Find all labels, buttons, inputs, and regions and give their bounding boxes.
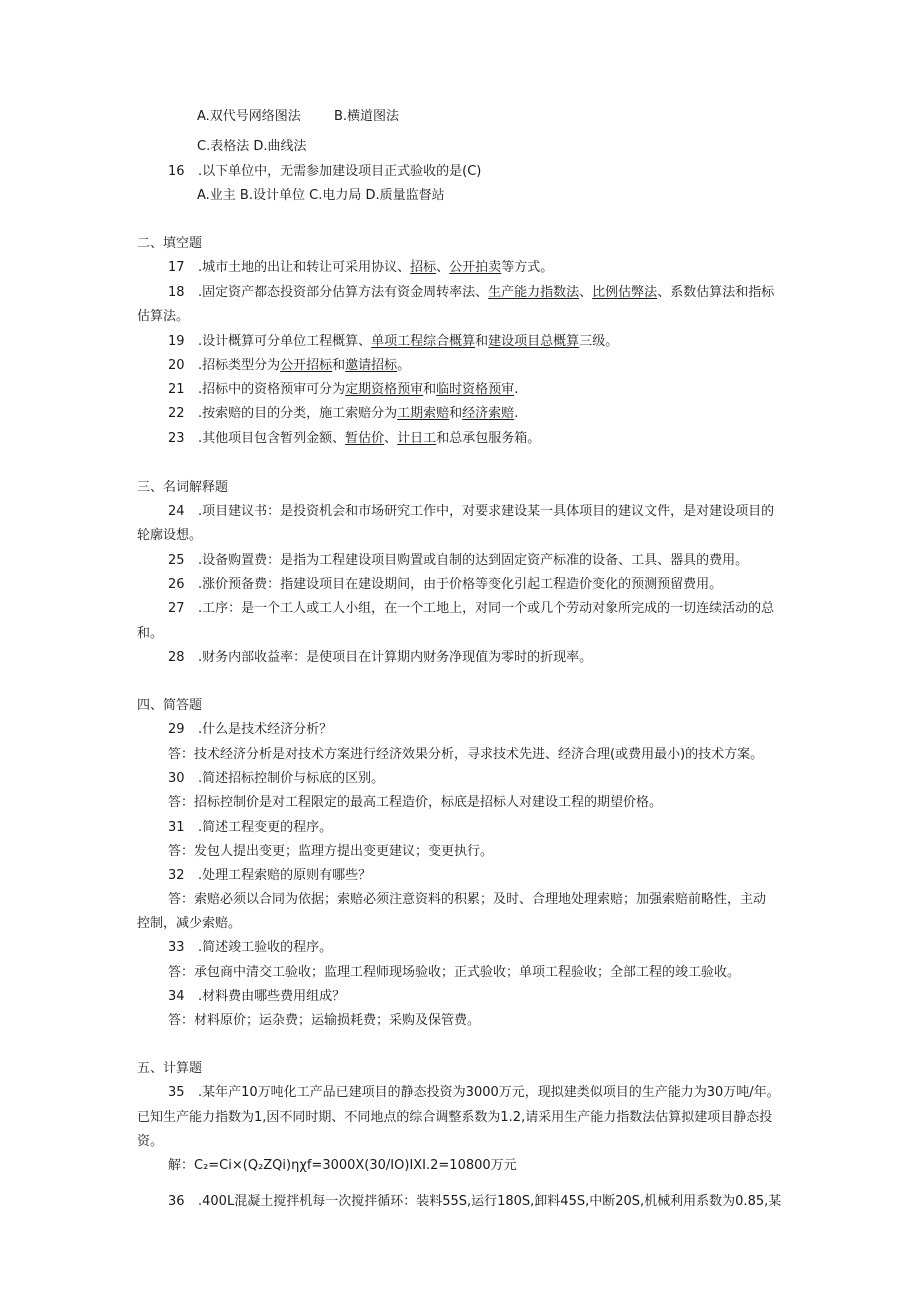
answer-blank: 计日工 [397,431,437,446]
q35-solution: 解：C₂=Ci×(Q₂ZQi)ηχf=3000X(30/IO)IXI.2=10800万元 [168,1158,517,1173]
q15-option-cd: C.表格法 D.曲线法 [197,139,307,154]
question-text: 等方式。 [501,260,554,275]
question-text: .设计概算可分单位工程概算、 [198,334,372,349]
question-number: 32 [168,868,185,883]
question-text: . [514,382,519,397]
q32-question [168,868,371,884]
answer-blank: 定期资格预审 [345,382,424,397]
q16-question [168,164,481,180]
question-text: .以下单位中，无需参加建设项目正式验收的是(C) [198,164,482,179]
section-title-definitions: 三、名词解释题 [137,480,229,495]
question-number: 34 [168,989,185,1004]
q16-options: A.业主 B.设计单位 C.电力局 D.质量监督站 [197,188,445,203]
answer-blank: 临时资格预审 [436,382,515,397]
q20-question [168,358,410,374]
question-number: 29 [168,722,185,737]
question-number: 28 [168,650,185,665]
q26-question [168,577,722,593]
question-text: .设备购置费：是指为工程建设项目购置或自制的达到固定资产标准的设备、工具、器具的费用。 [198,553,749,568]
question-number: 19 [168,334,185,349]
question-text: .材料费由哪些费用组成？ [198,989,346,1004]
q34-answer: 答：材料原价；运杂费；运输损耗费；采购及保管费。 [168,1013,481,1028]
answer-blank: 工期索赔 [397,406,450,421]
q15-option-a: A.双代号网络图法 [197,109,301,124]
question-text: .固定资产都态投资部分估算方法有资金周转率法、 [198,285,489,300]
question-text: 和 [475,334,489,349]
q35-question [168,1085,780,1101]
q27-continuation: 和。 [137,626,164,641]
question-text: .简述竣工验收的程序。 [198,940,333,955]
question-text: 、 [436,260,450,275]
question-text: .招标类型分为 [198,358,281,373]
question-number: 31 [168,820,185,835]
q23-question [168,431,540,447]
question-text: .简述招标控制价与标底的区别。 [198,771,385,786]
section-title-calculation: 五、计算题 [137,1061,203,1076]
q29-answer: 答：技术经济分析是对技术方案进行经济效果分析，寻求技术先进、经济合理(或费用最小)的技术方案。 [168,747,764,762]
q27-question [168,601,774,617]
question-text: .财务内部收益率：是使项目在计算期内财务净现值为零时的折现率。 [198,650,593,665]
question-number: 17 [168,260,185,275]
q29-question [168,722,332,738]
q25-question [168,553,748,569]
question-text: .按索赔的目的分类，施工索赔分为 [198,406,398,421]
q21-question [168,382,518,398]
question-number: 20 [168,358,185,373]
question-number: 27 [168,601,185,616]
question-number: 26 [168,577,185,592]
answer-blank: 经济索赔 [462,406,515,421]
question-text: .某年产10万吨化工产品已建项目的静态投资为3000万元，现拟建类似项目的生产能力为30万吨/年。 [198,1085,780,1100]
q30-question [168,771,384,787]
q33-question [168,940,332,956]
question-number: 22 [168,406,185,421]
q31-question [168,820,332,836]
q24-question [168,504,774,520]
question-text: 三级。 [579,334,619,349]
q18-continuation: 估算法。 [137,309,190,324]
q17-question [168,260,553,276]
q32-answer-continuation: 控制，减少索赔。 [137,916,242,931]
question-number: 16 [168,164,185,179]
q28-question [168,650,592,666]
question-text: .涨价预备费：指建设项目在建设期间，由于价格等变化引起工程造价变化的预测预留费用。 [198,577,723,592]
question-text: 、 [579,285,593,300]
question-text: 和 [449,406,463,421]
question-text: 和 [423,382,437,397]
q22-question [168,406,518,422]
q19-question [168,334,618,350]
question-text: . [514,406,519,421]
question-text: .招标中的资格预审可分为 [198,382,346,397]
question-number: 24 [168,504,185,519]
question-number: 33 [168,940,185,955]
question-number: 36 [168,1194,185,1209]
question-number: 25 [168,553,185,568]
question-text: 、系数估算法和指标 [657,285,775,300]
q15-option-b: B.横道图法 [334,109,400,124]
section-title-fill-in: 二、填空题 [137,236,203,251]
answer-blank: 公开拍卖 [449,260,502,275]
question-number: 18 [168,285,185,300]
q35-continuation-1: 已知生产能力指数为1,因不同时期、不同地点的综合调整系数为1.2,请采用生产能力指数法估算拟建项目静态投 [137,1110,773,1125]
answer-blank: 公开招标 [280,358,333,373]
q36-question [168,1194,781,1210]
question-text: .其他项目包含暂列金额、 [198,431,346,446]
answer-blank: 生产能力指数法 [488,285,580,300]
section-title-short-answer: 四、简答题 [137,698,203,713]
question-text: .简述工程变更的程序。 [198,820,333,835]
q33-answer: 答：承包商中清交工验收；监理工程师现场验收；正式验收；单项工程验收；全部工程的竣工验收。 [168,965,741,980]
question-text: .工序：是一个工人或工人小组，在一个工地上，对同一个或几个劳动对象所完成的一切连续活动的总 [198,601,775,616]
answer-blank: 邀请招标 [345,358,398,373]
question-number: 21 [168,382,185,397]
question-number: 35 [168,1085,185,1100]
q24-continuation: 轮廓设想。 [137,528,203,543]
answer-blank: 暂估价 [345,431,385,446]
q34-question [168,989,345,1005]
q18-question [168,285,774,301]
q30-answer: 答：招标控制价是对工程限定的最高工程造价，标底是招标人对建设工程的期望价格。 [168,795,663,810]
question-text: 。 [397,358,411,373]
question-number: 23 [168,431,185,446]
question-number: 30 [168,771,185,786]
question-text: .城市土地的出让和转让可采用协议、 [198,260,411,275]
question-text: .处理工程索赔的原则有哪些？ [198,868,372,883]
q32-answer: 答：索赔必须以合同为依据；索赔必须注意资料的积累；及时、合理地处理索赔；加强索赔前略性，主动 [168,892,767,907]
answer-blank: 比例估弊法 [592,285,658,300]
question-text: .400L混凝土搅拌机每一次搅拌循环：装料55S,运行180S,卸料45S,中断20S,机械利用系数为0.85,某 [198,1194,782,1209]
q35-continuation-2: 资。 [137,1134,164,1149]
answer-blank: 建设项目总概算 [488,334,580,349]
answer-blank: 单项工程综合概算 [371,334,476,349]
question-text: .项目建议书：是投资机会和市场研究工作中，对要求建设某一具体项目的建议文件，是对建设项目的 [198,504,775,519]
question-text: 和 [332,358,346,373]
question-text: 和总承包服务箱。 [436,431,541,446]
answer-blank: 招标 [410,260,437,275]
question-text: .什么是技术经济分析？ [198,722,333,737]
question-text: 、 [384,431,398,446]
q31-answer: 答：发包人提出变更；监理方提出变更建议；变更执行。 [168,844,494,859]
